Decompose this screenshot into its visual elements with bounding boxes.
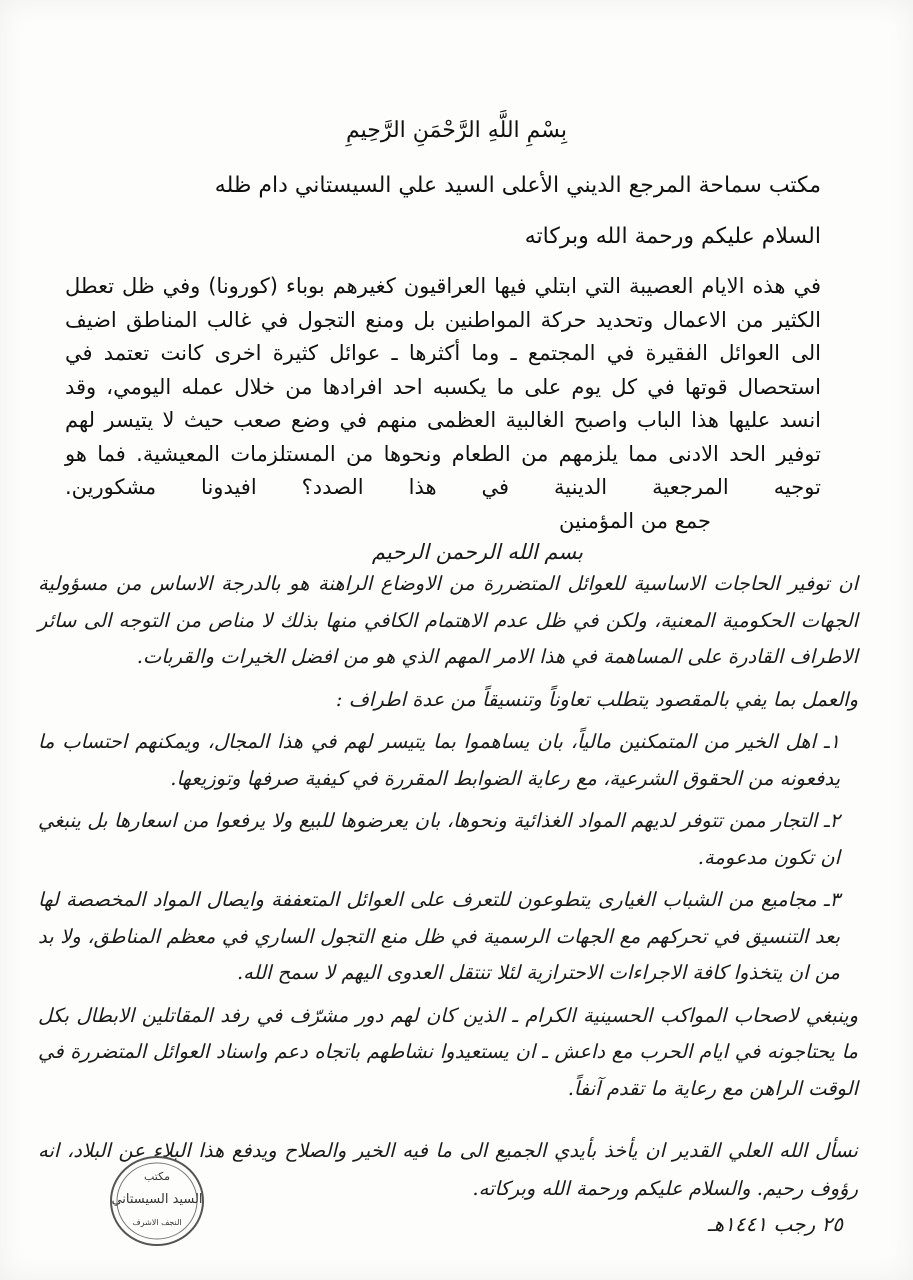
printed-basmala: بِسْمِ اللَّهِ الرَّحْمَنِ الرَّحِيمِ [345,118,568,143]
answer-paragraph-cooperation: والعمل بما يفي بالمقصود يتطلب تعاوناً وتنسيقاً من عدة اطراف : [335,687,858,711]
answer-paragraph-intro: ان توفير الحاجات الاساسية للعوائل المتضررة من الاوضاع الراهنة هو بالدرجة الاساس من مسؤولية الجهات الحكومية المعنية، ولكن في ظل عدم الاهتمام الكافي منها بذلك لا مناص من التوجه الى سائر الاطراف القادرة على المساهمة في هذا الامر المهم الذي هو من افضل الخيرات والقربات. [38,572,858,668]
answer-point-3: ٣ـ مجاميع من الشباب الغيارى يتطوعون للتعرف على العوائل المتعففة وايصال المواد المخصصة لها بعد التنسيق في تحركهم مع الجهات الرسمية في ظل منع التجول الساري في معظم المناطق، ولا بد من ان يتخذوا كافة الاجراءات الاحترازية لئلا تنتقل العدوى اليهم لا سمح الله. [38,888,840,984]
addressee-line: مكتب سماحة المرجع الديني الأعلى السيد علي السيستاني دام ظله [214,173,821,198]
question-paragraph [65,270,821,538]
office-seal [108,1152,206,1250]
seal-line-2: السيد السيستاني [111,1192,203,1207]
answer-point-1: ١ـ اهل الخير من المتمكنين مالياً، بان يساهموا بما يتيسر لهم في هذا المجال، ويمكنهم احتساب ما يدفعونه من الحقوق الشرعية، مع رعاية الضوابط المقررة في كيفية صرفها وتوزيعها. [38,730,840,790]
question-signature: جمع من المؤمنين [558,508,711,533]
handwritten-basmala: بسم الله الرحمن الرحيم [371,540,583,564]
answer-paragraph-mawakib: وينبغي لاصحاب المواكب الحسينية الكرام ـ الذين كان لهم دور مشرّف في رفد المقاتلين الابطال بكل ما يحتاجونه في ايام الحرب مع داعش ـ ان يستعيدوا نشاطهم باتجاه دعم واسناد العوائل المتضررة في الوقت الراهن مع رعاية ما تقدم آنفاً. [38,1003,858,1100]
greeting-line: السلام عليكم ورحمة الله وبركاته [524,224,821,249]
answer-closing: نسأل الله العلي القدير ان يأخذ بأيدي الجميع الى ما فيه الخير والصلاح ويدفع هذا البلاء عن البلاد، انه رؤوف رحيم. والسلام عليكم ورحمة الله وبركاته. [38,1139,858,1200]
answer-body [38,566,858,1113]
question-text: في هذه الايام العصيبة التي ابتلي فيها العراقيون كغيرهم بوباء (كورونا) وفي ظل تعطل الكثير من الاعمال وتحديد حركة المواطنين بل ومنع التجول في غالب المناطق اضيف الى العوائل الفقيرة في المجتمع ـ وما أكثرها ـ عوائل كثيرة اخرى كانت تعتمد في استحصال قوتها في كل يوم على ما يكسبه احد افرادها من خلال عمله اليومي، وقد انسد عليها هذا الباب واصبح الغالبية العظمى منهم في وضع صعب حيث لا يتيسر لهم توفير الحد الادنى مما يلزمهم من الطعام ونحوها من المستلزمات المعيشية. فما هو توجيه المرجعية الدينية في هذا الصدد؟ افيدونا مشكورين. [65,274,821,499]
answer-point-2: ٢ـ التجار ممن تتوفر لديهم المواد الغذائية ونحوها، بان يعرضوها للبيع ولا يرفعوا من اسعارها بل ينبغي ان تكون مدعومة. [38,809,840,869]
answer-date: ٢٥ رجب ١٤٤١هـ [707,1212,843,1236]
seal-line-3: النجف الاشرف [132,1218,182,1227]
seal-line-1: مكتب [143,1170,171,1183]
